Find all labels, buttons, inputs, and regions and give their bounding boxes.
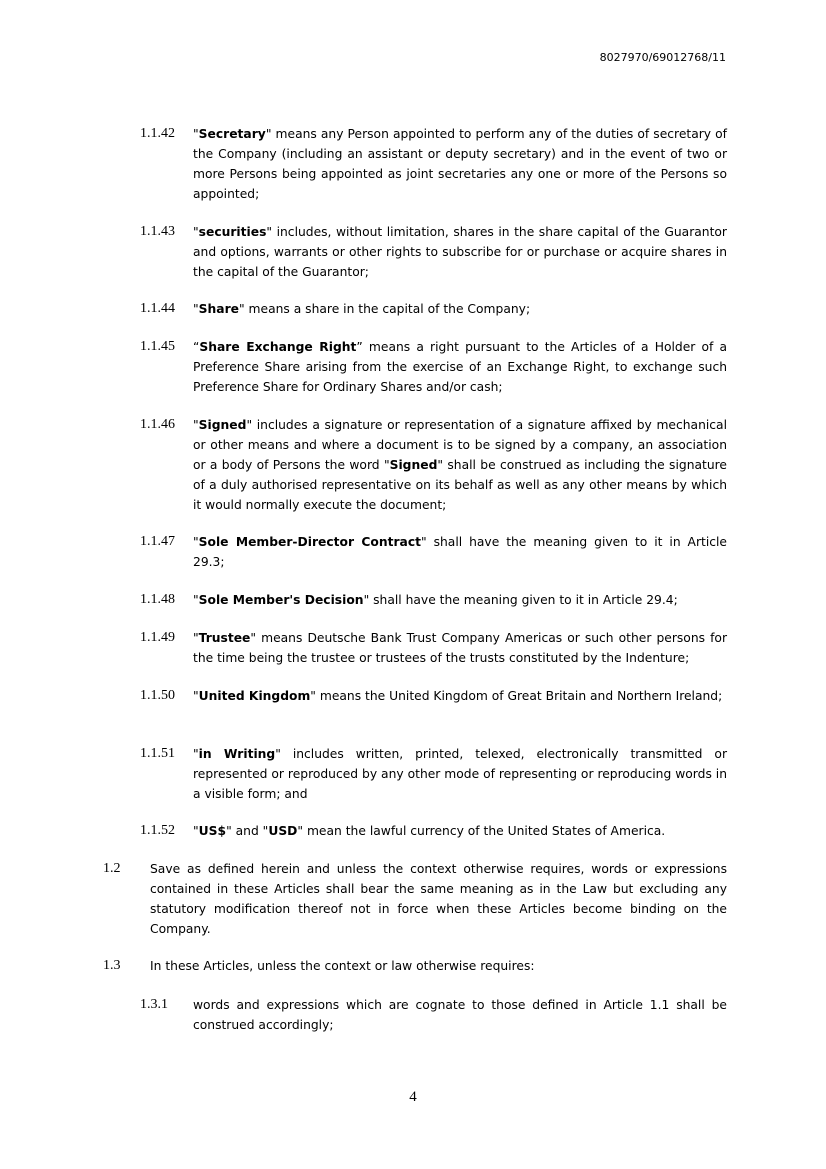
defined-term: Signed: [389, 458, 438, 472]
defined-term: Trustee: [198, 631, 251, 645]
clause-number: 1.2: [103, 861, 121, 876]
clause-text: "Secretary" means any Person appointed to perform any of the duties of secretary of the Company (including an assistant or deputy secretary) and in the event of two or more Persons being appointed as joint secretaries any one or more of the Persons so appointed;: [193, 127, 727, 201]
defined-term: United Kingdom: [198, 689, 311, 703]
clause-text: "United Kingdom" means the United Kingdom of Great Britain and Northern Ireland;: [193, 689, 723, 703]
clause-text: "in Writing" includes written, printed, telexed, electronically transmitted or represented or reproduced by any other mode of representing or reproducing words in a visible form; and: [193, 747, 728, 801]
clause-text: words and expressions which are cognate to those defined in Article 1.1 shall be construed accordingly;: [193, 998, 727, 1032]
defined-term: Sole Member-Director Contract: [198, 535, 421, 549]
clause-number: 1.1.47: [140, 534, 175, 549]
defined-term: USD: [268, 824, 298, 838]
document-reference: 8027970/69012768/11: [599, 51, 726, 64]
defined-term: securities: [198, 225, 267, 239]
clause-text: In these Articles, unless the context or law otherwise requires:: [150, 959, 535, 973]
clause-number: 1.1.50: [140, 688, 175, 703]
clause-number: 1.1.43: [140, 224, 175, 239]
clause-text: Save as defined herein and unless the context otherwise requires, words or expressions contained in these Articles shall bear the same meaning as in the Law but excluding any statutory modification thereof not in force when these Articles become binding on the Company.: [150, 862, 727, 936]
defined-term: US$: [198, 824, 227, 838]
clause-text: "securities" includes, without limitation, shares in the share capital of the Guarantor and options, warrants or other rights to subscribe for or purchase or acquire shares in the capital of the Guarantor;: [193, 225, 727, 279]
clause-text: “Share Exchange Right” means a right pursuant to the Articles of a Holder of a Preference Share arising from the exercise of an Exchange Right, to exchange such Preference Share for Ordinary Shares and/or cash;: [193, 340, 727, 394]
clause-text: "Share" means a share in the capital of the Company;: [193, 302, 531, 316]
clause-text: "Signed" includes a signature or representation of a signature affixed by mechanical or other means and where a document is to be signed by a company, an association or a body of Persons the word "Signed" shall be construed as including the signature of a duly authorised representative on its behalf as well as any other means by which it would normally execute the document;: [193, 418, 727, 512]
defined-term: Share: [198, 302, 239, 316]
clause-number: 1.1.49: [140, 630, 175, 645]
defined-term: Sole Member's Decision: [198, 593, 364, 607]
clause-text: "Sole Member's Decision" shall have the meaning given to it in Article 29.4;: [193, 593, 678, 607]
defined-term: Share Exchange Right: [199, 340, 357, 354]
clause-number: 1.1.51: [140, 746, 175, 761]
clause-text: "Trustee" means Deutsche Bank Trust Company Americas or such other persons for the time being the trustee or trustees of the trusts constituted by the Indenture;: [193, 631, 727, 665]
clause-number: 1.1.44: [140, 301, 175, 316]
clause-number: 1.1.45: [140, 339, 175, 354]
clause-text: "Sole Member-Director Contract" shall have the meaning given to it in Article 29.3;: [193, 535, 727, 569]
defined-term: in Writing: [198, 747, 276, 761]
clause-number: 1.1.46: [140, 417, 175, 432]
clause-number: 1.1.48: [140, 592, 175, 607]
clause-number: 1.1.42: [140, 126, 175, 141]
clause-number: 1.1.52: [140, 823, 175, 838]
clause-text: "US$" and "USD" mean the lawful currency of the United States of America.: [193, 824, 666, 838]
defined-term: Signed: [198, 418, 247, 432]
page-number: 4: [409, 1089, 417, 1105]
defined-term: Secretary: [198, 127, 266, 141]
clause-number: 1.3.1: [140, 997, 168, 1012]
clause-number: 1.3: [103, 958, 121, 973]
